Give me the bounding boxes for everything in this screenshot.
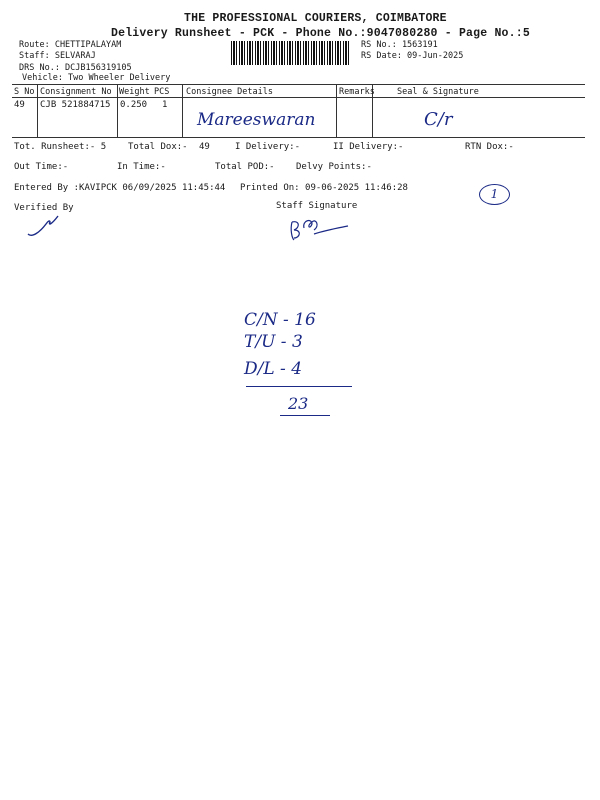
tally-underline	[246, 386, 352, 387]
col-header-seal: Seal & Signature	[397, 87, 479, 97]
total-dox-value: 49	[199, 142, 210, 152]
route-label: Route: CHETTIPALAYAM	[19, 40, 122, 50]
cell-consignment: CJB 521884715	[40, 100, 111, 110]
staff-signature-label: Staff Signature	[276, 201, 358, 211]
i-delivery: I Delivery:-	[235, 142, 301, 152]
rtn-dox: RTN Dox:-	[465, 142, 514, 152]
company-title: THE PROFESSIONAL COURIERS, COIMBATORE	[184, 12, 447, 25]
col-header-consignee: Consignee Details	[186, 87, 273, 97]
col-header-pcs: PCS	[154, 87, 170, 97]
tally-line-cn: C/N - 16	[244, 310, 316, 330]
runsheet-subtitle: Delivery Runsheet - PCK - Phone No.:9047080280 - Page No.:5	[111, 27, 530, 40]
tally-line-dl: D/L - 4	[244, 359, 303, 379]
circled-page-number: 1	[479, 184, 510, 205]
staff-label: Staff: SELVARAJ	[19, 51, 96, 61]
verified-signature	[24, 212, 64, 240]
out-time: Out Time:-	[14, 162, 69, 172]
cell-pcs: 1	[162, 100, 168, 110]
cell-consignee-handwritten: Mareeswaran	[197, 110, 316, 130]
cell-seal-handwritten: C/r	[424, 109, 453, 130]
verified-by-label: Verified By	[14, 203, 74, 213]
drs-number: DRS No.: DCJB156319105	[19, 63, 132, 73]
rs-number: RS No.: 1563191	[361, 40, 438, 50]
tally-total: 23	[288, 394, 309, 413]
ii-delivery: II Delivery:-	[333, 142, 404, 152]
tally-line-tu: T/U - 3	[244, 332, 303, 352]
col-header-consignment: Consignment No	[40, 87, 112, 97]
in-time: In Time:-	[117, 162, 166, 172]
entered-by: Entered By :KAVIPCK 06/09/2025 11:45:44	[14, 183, 226, 193]
delvy-points: Delvy Points:-	[296, 162, 372, 172]
cell-sno: 49	[14, 100, 25, 110]
staff-signature	[286, 210, 356, 244]
printed-on: Printed On: 09-06-2025 11:46:28	[240, 183, 408, 193]
cell-weight: 0.250	[120, 100, 148, 110]
rs-date: RS Date: 09-Jun-2025	[361, 51, 464, 61]
col-header-remarks: Remarks	[339, 87, 375, 97]
total-pod: Total POD:-	[215, 162, 275, 172]
vehicle-label: Vehicle: Two Wheeler Delivery	[22, 73, 171, 83]
col-header-weight: Weight	[119, 87, 150, 97]
barcode	[231, 41, 349, 65]
tally-total-underline	[280, 415, 330, 416]
total-dox-label: Total Dox:-	[128, 142, 188, 152]
col-header-sno: S No	[14, 87, 35, 97]
tot-runsheet: Tot. Runsheet:- 5	[14, 142, 107, 152]
